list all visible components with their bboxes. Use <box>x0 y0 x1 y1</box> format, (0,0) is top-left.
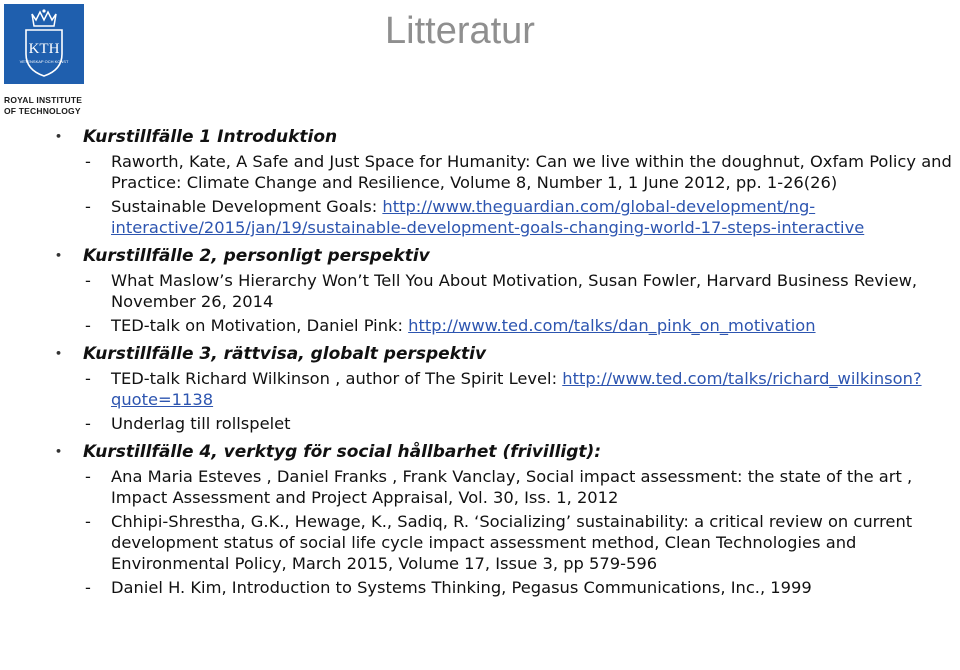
list-item <box>55 466 955 508</box>
literature-list <box>55 126 955 605</box>
dash-icon: - <box>85 271 91 290</box>
item-text: Raworth, Kate, A Safe and Just Space for Humanity: Can we live within the doughnut, Oxfam Policy and Practice: Climate Change and Resilience, Volume 8, Number 1, 1 June 2012, pp. 1-26(26) <box>111 152 952 192</box>
list-item <box>55 315 955 336</box>
item-text: Daniel H. Kim, Introduction to Systems Thinking, Pegasus Communications, Inc., 1999 <box>111 578 812 597</box>
dash-icon: - <box>85 316 91 335</box>
institution-name <box>4 95 94 117</box>
section-1 <box>55 126 955 238</box>
guardian-link[interactable]: http://www.theguardian.com/global-development/ng-interactive/2015/jan/19/sustainable-development-goals-changing-world-17-steps-interactive <box>111 197 865 237</box>
section-4 <box>55 441 955 598</box>
section-3 <box>55 343 955 434</box>
dash-icon: - <box>85 578 91 597</box>
list-item <box>55 577 955 598</box>
list-item <box>55 151 955 193</box>
institution-line-2: OF TECHNOLOGY <box>4 106 81 116</box>
page-title: Litteratur <box>385 10 535 52</box>
bullet-icon: • <box>55 130 63 143</box>
list-item <box>55 368 955 410</box>
item-text: TED-talk Richard Wilkinson , author of The Spirit Level: <box>111 369 563 388</box>
item-text: Ana Maria Esteves , Daniel Franks , Frank Vanclay, Social impact assessment: the state of the art , Impact Assessment and Project Appraisal, Vol. 30, Iss. 1, 2012 <box>111 467 913 507</box>
dash-icon: - <box>85 369 91 388</box>
list-item <box>55 270 955 312</box>
ted-pink-link[interactable]: http://www.ted.com/talks/dan_pink_on_motivation <box>408 316 816 335</box>
section-heading-text: Kurstillfälle 2, personligt perspektiv <box>83 246 430 266</box>
item-text: Sustainable Development Goals: <box>111 197 383 216</box>
bullet-icon: • <box>55 347 63 360</box>
institution-line-1: ROYAL INSTITUTE <box>4 95 83 105</box>
dash-icon: - <box>85 197 91 216</box>
section-heading <box>55 126 955 148</box>
section-heading <box>55 441 955 463</box>
logo-text: KTH <box>28 41 60 57</box>
section-heading-text: Kurstillfälle 4, verktyg för social hållbarhet (frivilligt): <box>83 442 602 462</box>
kth-logo <box>4 4 84 84</box>
dash-icon: - <box>85 414 91 433</box>
item-text: What Maslow’s Hierarchy Won’t Tell You About Motivation, Susan Fowler, Harvard Business Review, November 26, 2014 <box>111 271 918 311</box>
dash-icon: - <box>85 512 91 531</box>
dash-icon: - <box>85 152 91 171</box>
list-item <box>55 511 955 574</box>
section-heading <box>55 343 955 365</box>
ted-wilkinson-link[interactable]: http://www.ted.com/talks/richard_wilkinson?quote=1138 <box>111 369 922 409</box>
section-heading-text: Kurstillfälle 3, rättvisa, globalt perspektiv <box>83 344 487 364</box>
item-text: Chhipi-Shrestha, G.K., Hewage, K., Sadiq, R. ‘Socializing’ sustainability: a critical review on current development status of social life cycle impact assessment method, Clean Technologies and Environmental Policy, March 2015, Volume 17, Issue 3, pp 579-596 <box>111 512 913 573</box>
kth-crest-icon <box>4 4 84 84</box>
bullet-icon: • <box>55 249 63 262</box>
item-text: TED-talk on Motivation, Daniel Pink: <box>111 316 409 335</box>
logo-motto: VETENSKAP OCH KONST <box>19 59 69 64</box>
item-text: Underlag till rollspelet <box>111 414 291 433</box>
section-heading <box>55 245 955 267</box>
dash-icon: - <box>85 467 91 486</box>
section-2 <box>55 245 955 336</box>
section-heading-text: Kurstillfälle 1 Introduktion <box>83 127 338 147</box>
list-item <box>55 196 955 238</box>
list-item <box>55 413 955 434</box>
bullet-icon: • <box>55 445 63 458</box>
